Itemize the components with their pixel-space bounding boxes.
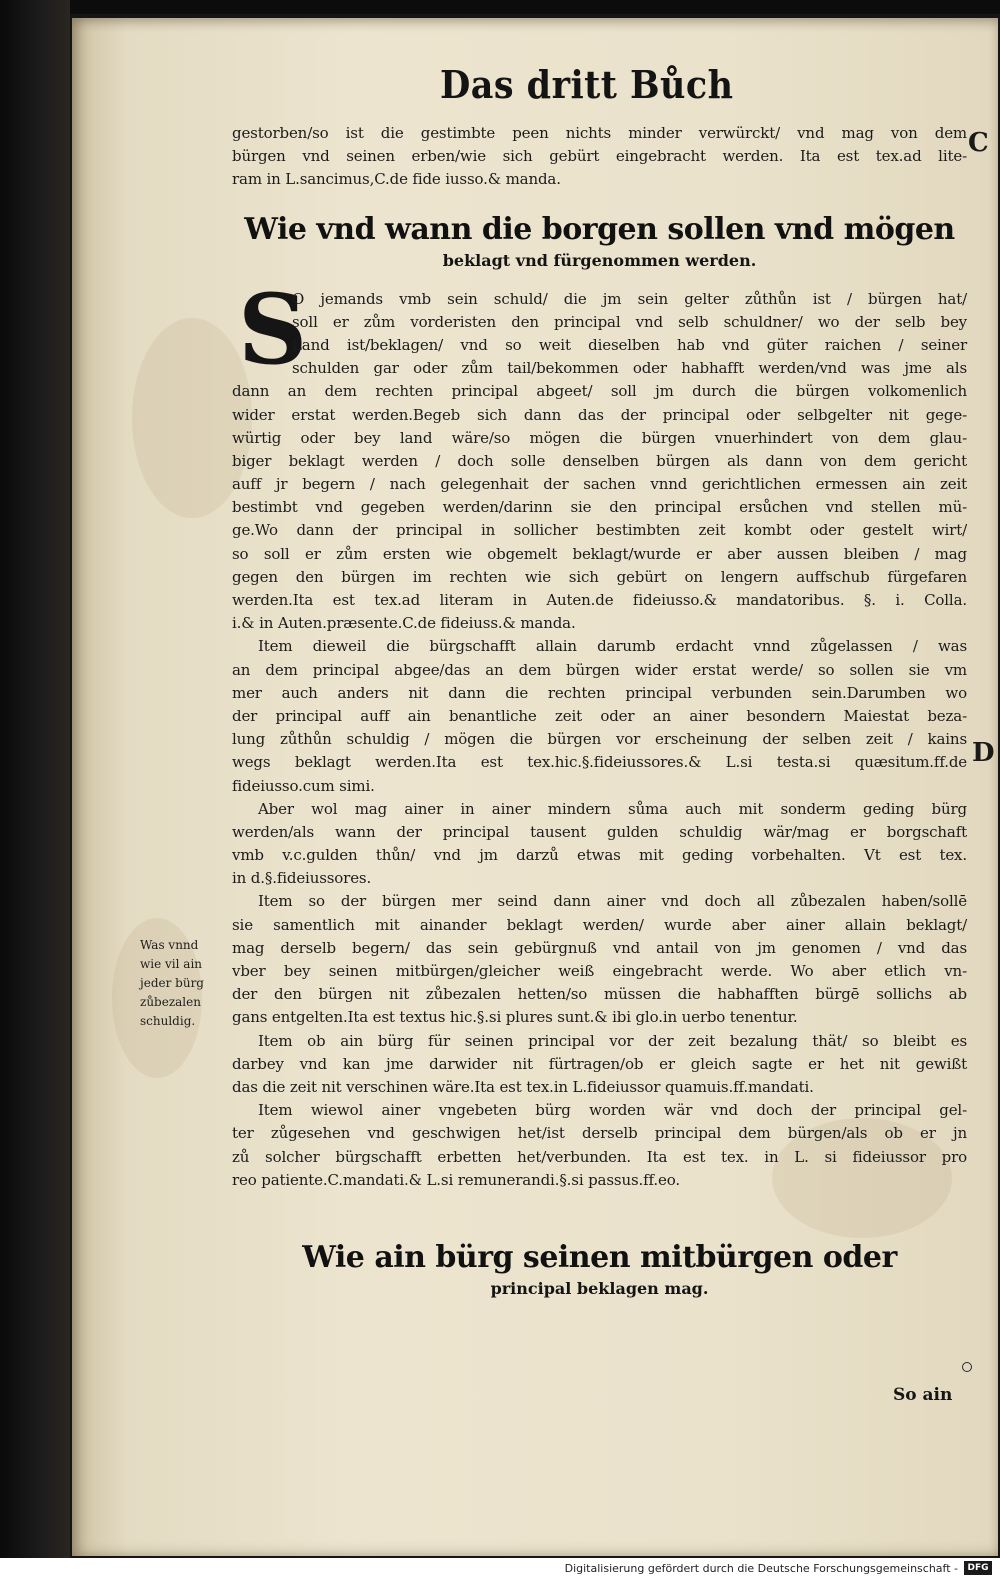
text-line: würtig oder bey land wäre/so mögen die bürgen vnuerhindert von dem glau- <box>232 428 967 447</box>
text-line: Item ob ain bürg für seinen principal vor der zeit bezalung thät/ so bleibt es <box>258 1031 967 1050</box>
text-line: Item dieweil die bürgschafft allain darumb erdacht vnnd zůgelassen / was <box>258 637 967 656</box>
text-line: auff jr begern / nach gelegenhait der sachen vnnd gerichtlichen ermessen ain zeit <box>232 475 967 494</box>
marginal-line: wie vil ain <box>140 957 203 971</box>
opening-paragraph <box>232 122 967 192</box>
text-line: mag derselb begern/ das sein gebürgnuß vnd antail von jm genomen / vnd das <box>232 938 967 957</box>
text-line: ge.Wo dann der principal in sollicher bestimbten zeit kombt oder gestelt wirt/ <box>232 521 967 540</box>
footer-credit: Digitalisierung gefördert durch die Deutsche Forschungsgemeinschaft - <box>564 1562 958 1575</box>
text-line: reo patiente.C.mandati.& L.si remunerandi.§.si passus.ff.eo. <box>232 1170 680 1189</box>
dfg-logo: DFG <box>964 1561 992 1575</box>
paragraph <box>232 798 967 891</box>
text-line: fideiusso.cum simi. <box>232 776 375 795</box>
scan-border-top <box>0 0 1000 14</box>
text-line: Item wiewol ainer vngebeten bürg worden wär vnd doch der principal gel- <box>258 1101 967 1120</box>
text-block <box>232 122 967 1300</box>
text-line: so soll er zům ersten wie obgemelt beklagt/wurde er aber aussen bleiben / mag <box>232 544 967 563</box>
paragraph-first <box>232 272 967 636</box>
text-line: biger beklagt werden / doch solle denselben bürgen als dann von dem gericht <box>232 451 967 470</box>
text-line: gestorben/so ist die gestimbte peen nichts minder verwürckt/ vnd mag von dem <box>232 124 967 142</box>
text-line: Item so der bürgen mer seind dann ainer vnd doch all zůbezalen haben/sollē <box>258 892 967 911</box>
text-line: wegs beklagt werden.Ita est tex.hic.§.fideiussores.& L.si testa.si quæsitum.ff.de <box>232 753 967 772</box>
text-line: darbey vnd kan jme darwider nit fürtragen/ob er gleich sagte er het nit gewißt <box>232 1054 967 1073</box>
text-line: mer auch anders nit dann die rechten principal verbunden sein.Darumben wo <box>232 683 967 702</box>
paragraph <box>232 635 967 797</box>
marginal-line: jeder bürg <box>140 976 204 990</box>
text-line: bürgen vnd seinen erben/wie sich gebürt eingebracht werden. Ita est tex.ad lite- <box>232 147 967 166</box>
text-line: gans entgelten.Ita est textus hic.§.si plures sunt.& ibi glo.in uerbo tenentur. <box>232 1008 798 1027</box>
text-line: vmb v.c.gulden thůn/ vnd jm darzů etwas mit geding vorbehalten. Vt est tex. <box>232 846 967 865</box>
text-line: schulden gar oder zům tail/bekommen oder habhafft werden/vnd was jme als <box>292 359 967 378</box>
text-line: das die zeit nit verschinen wäre.Ita est tex.in L.fideiussor quamuis.ff.mandati. <box>232 1077 814 1096</box>
text-line: lung zůthůn schuldig / mögen die bürgen vor erscheinung der selben zeit / kains <box>232 730 967 749</box>
text-line: soll er zům vorderisten den principal vnd selb schuldner/ wo der selb bey <box>292 312 967 331</box>
text-line: Land ist/beklagen/ vnd so weit dieselben hab vnd güter raichen / seiner <box>292 335 967 354</box>
signature-mark-c: C <box>968 128 989 158</box>
paragraph-lines <box>232 272 967 636</box>
text-line: ram in L.sancimus,C.de fide iusso.& manda. <box>232 170 561 189</box>
text-line: der den bürgen nit zůbezalen hetten/so müssen die habhafften bürgē sollichs ab <box>232 985 967 1004</box>
scan-border-left <box>0 0 70 1580</box>
marginal-line: Was vnnd <box>140 938 199 952</box>
paragraph <box>232 1030 967 1100</box>
text-line: werden.Ita est tex.ad literam in Auten.de fideiusso.& mandatoribus. §. i. Colla. <box>232 591 967 609</box>
marginal-note <box>140 936 230 1031</box>
text-line: bestimbt vnd gegeben werden/darinn sie den principal ersůchen vnd stellen mü- <box>232 498 967 517</box>
section-subheading: beklagt vnd fürgenommen werden. <box>442 250 757 270</box>
text-line: in d.§.fideiussores. <box>232 869 372 888</box>
text-line: an dem principal abgee/das an dem bürgen wider erstat werde/ so sollen sie vm <box>232 660 967 679</box>
catchword: So ain <box>893 1385 953 1405</box>
paragraph <box>232 890 967 1029</box>
text-line: Aber wol mag ainer in ainer mindern sůma auch mit sonderm geding bürg <box>258 799 967 818</box>
text-line: dann an dem rechten principal abgeet/ soll jm durch die bürgen volkomenlich <box>232 382 967 401</box>
text-line: ter zůgesehen vnd geschwigen het/ist derselb principal dem bürgen/als ob er jn <box>232 1124 967 1143</box>
text-line: vber bey seinen mitbürgen/gleicher weiß eingebracht werde. Wo aber etlich vn- <box>232 962 967 980</box>
signature-mark-d: D <box>972 738 995 768</box>
text-line: werden/als wann der principal tausent gulden schuldig wär/mag er borgschaft <box>232 822 967 841</box>
text-line: der principal auff ain benantliche zeit oder an ainer besondern Maiestat beza- <box>232 706 967 725</box>
text-line: O jemands vmb sein schuld/ die jm sein gelter zůthůn ist / bürgen hat/ <box>292 289 967 308</box>
marginal-line: zůbezalen <box>140 995 201 1009</box>
text-line: zů solcher bürgschafft erbetten het/verbunden. Ita est tex. in L. si fideiussor pro <box>232 1147 967 1166</box>
drop-capital: S <box>238 272 308 386</box>
ornament-mark <box>962 1362 972 1372</box>
text-line: wider erstat werden.Begeb sich dann das der principal oder selbgelter nit gege- <box>232 405 967 424</box>
running-head: Das dritt Bůch <box>440 62 734 107</box>
text-line: gegen den bürgen im rechten wie sich gebürt on lengern auffschub fürgefaren <box>232 567 967 586</box>
section-heading-2: Wie ain bürg seinen mitbürgen oder <box>302 1239 897 1275</box>
paragraph <box>232 1099 967 1192</box>
marginal-line: schuldig. <box>140 1014 196 1028</box>
text-line: i.& in Auten.præsente.C.de fideiuss.& manda. <box>232 614 576 633</box>
section-subheading-2: principal beklagen mag. <box>490 1278 709 1298</box>
section-heading: Wie vnd wann die borgen sollen vnd mögen <box>244 211 955 247</box>
text-line: sie samentlich mit ainander beklagt werden/ wurde aber ainer allain beklagt/ <box>232 915 967 934</box>
